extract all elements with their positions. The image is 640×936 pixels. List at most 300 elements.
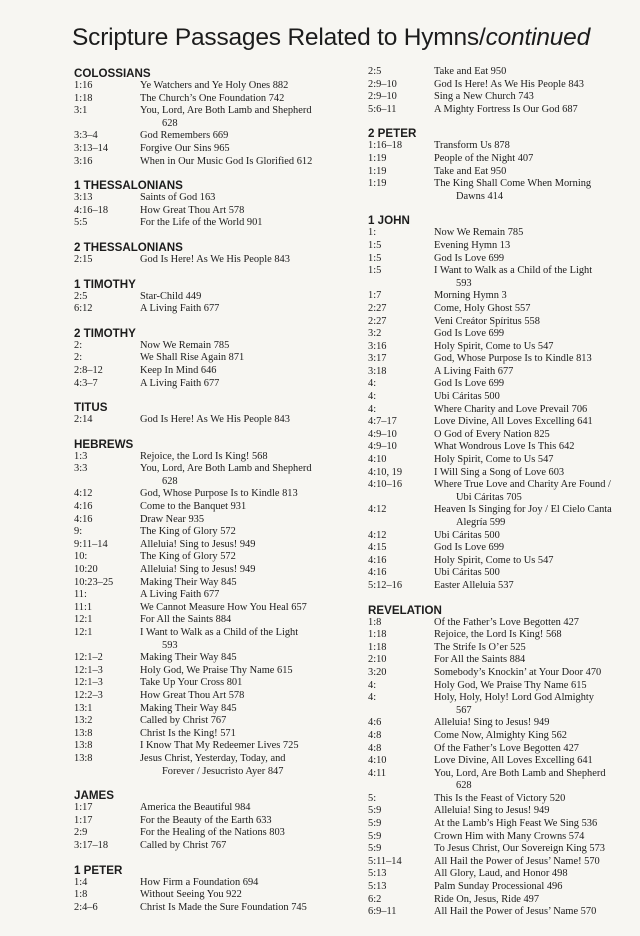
hymn-line: Now We Remain 785 bbox=[434, 227, 524, 239]
scripture-entry bbox=[368, 366, 634, 379]
hymn-title bbox=[434, 378, 634, 391]
hymn-title bbox=[140, 902, 362, 915]
scripture-entry bbox=[368, 743, 634, 756]
scripture-entry bbox=[368, 629, 634, 642]
hymn-title bbox=[434, 153, 634, 166]
hymn-line: Christ Is Made the Sure Foundation 745 bbox=[140, 901, 307, 913]
book-heading: TITUS bbox=[74, 401, 108, 415]
hymn-line: Holy Spirit, Come to Us 547 bbox=[434, 454, 554, 466]
scripture-entry bbox=[368, 717, 634, 730]
hymn-title bbox=[140, 889, 362, 902]
scripture-reference: 4:3–7 bbox=[74, 377, 98, 389]
scripture-entry bbox=[368, 906, 634, 919]
scripture-entry bbox=[368, 66, 634, 79]
hymn-line: Called by Christ 767 bbox=[140, 715, 227, 727]
hymn-title bbox=[434, 104, 634, 117]
scripture-reference: 4:16 bbox=[74, 513, 93, 525]
scripture-entry bbox=[368, 617, 634, 630]
scripture-reference: 4: bbox=[368, 391, 377, 403]
scripture-entry bbox=[74, 143, 362, 156]
hymn-line: Ubi Cáritas 500 bbox=[434, 391, 500, 403]
left-column bbox=[74, 66, 362, 924]
scripture-reference: 11:1 bbox=[74, 601, 93, 613]
hymn-line: Ubi Cáritas 500 bbox=[434, 567, 500, 579]
scripture-reference: 4:10 bbox=[368, 755, 387, 767]
hymn-line: Of the Father’s Love Begotten 427 bbox=[434, 742, 579, 754]
hymn-line: God Is Love 699 bbox=[434, 328, 505, 340]
scripture-reference: 2:4–6 bbox=[74, 901, 98, 913]
hymn-title bbox=[434, 580, 634, 593]
hymn-title bbox=[434, 391, 634, 404]
scripture-entry bbox=[74, 652, 362, 665]
hymn-line: Take and Eat 950 bbox=[434, 165, 507, 177]
scripture-reference: 3:17 bbox=[368, 353, 387, 365]
book-section bbox=[74, 326, 362, 390]
book-section bbox=[368, 126, 634, 203]
scripture-entry bbox=[368, 542, 634, 555]
scripture-reference: 5:9 bbox=[368, 830, 382, 842]
scripture-reference: 10:20 bbox=[74, 564, 98, 576]
scripture-reference: 4: bbox=[368, 679, 377, 691]
scripture-entry bbox=[74, 451, 362, 464]
hymn-title bbox=[140, 340, 362, 353]
scripture-reference: 1:17 bbox=[74, 814, 93, 826]
hymn-line: Ubi Cáritas 500 bbox=[434, 529, 500, 541]
hymn-line: Alleluia! Sing to Jesus! 949 bbox=[140, 564, 256, 576]
hymn-title bbox=[140, 291, 362, 304]
hymn-title bbox=[434, 906, 634, 919]
scripture-reference: 3:20 bbox=[368, 666, 387, 678]
hymn-title bbox=[434, 831, 634, 844]
hymn-title bbox=[434, 667, 634, 680]
hymn-continuation-line: 593 bbox=[162, 639, 178, 651]
hymn-line: The King Shall Come When Morning bbox=[434, 178, 592, 190]
hymn-line: Ye Watchers and Ye Holy Ones 882 bbox=[140, 80, 289, 91]
scripture-reference: 3:1 bbox=[74, 105, 88, 117]
hymn-line: The Church’s One Foundation 742 bbox=[140, 92, 285, 104]
scripture-reference: 2:5 bbox=[74, 290, 88, 302]
scripture-entry bbox=[368, 881, 634, 894]
scripture-entry bbox=[368, 441, 634, 454]
hymn-title bbox=[434, 429, 634, 442]
hymn-title bbox=[434, 868, 634, 881]
book-section bbox=[74, 437, 362, 778]
scripture-entry bbox=[368, 504, 634, 529]
scripture-entry bbox=[368, 328, 634, 341]
hymn-title bbox=[434, 140, 634, 153]
book-heading: 1 TIMOTHY bbox=[74, 277, 136, 291]
hymn-line: Now We Remain 785 bbox=[140, 339, 230, 351]
hymn-line: The King of Glory 572 bbox=[140, 526, 236, 538]
scripture-reference: 2:15 bbox=[74, 253, 93, 265]
hymn-title bbox=[434, 542, 634, 555]
scripture-entry bbox=[368, 805, 634, 818]
hymn-line: Veni Creátor Spíritus 558 bbox=[434, 315, 540, 327]
book-section bbox=[74, 240, 362, 267]
hymn-line: Saints of God 163 bbox=[140, 192, 216, 204]
book-heading: 2 TIMOTHY bbox=[74, 326, 136, 340]
hymn-line: A Living Faith 677 bbox=[434, 365, 514, 377]
hymn-line: God Is Here! As We His People 843 bbox=[434, 78, 584, 90]
scripture-reference: 3:18 bbox=[368, 365, 387, 377]
scripture-reference: 4:16 bbox=[368, 554, 387, 566]
hymn-title bbox=[434, 178, 634, 203]
hymn-title bbox=[434, 856, 634, 869]
hymn-title bbox=[140, 703, 362, 716]
scripture-entry bbox=[74, 577, 362, 590]
hymn-title bbox=[140, 156, 362, 169]
hymn-line: God Remembers 669 bbox=[140, 130, 229, 142]
page-title bbox=[72, 24, 590, 52]
hymn-line: Of the Father’s Love Begotten 427 bbox=[434, 616, 579, 628]
book-section bbox=[74, 178, 362, 230]
hymn-title bbox=[434, 793, 634, 806]
hymn-line: For the Life of the World 901 bbox=[140, 217, 263, 229]
scripture-reference: 5:11–14 bbox=[368, 855, 402, 867]
hymn-line: Making Their Way 845 bbox=[140, 652, 237, 664]
scripture-reference: 2:8–12 bbox=[74, 364, 103, 376]
hymn-title bbox=[434, 479, 634, 504]
hymn-line: Holy Spirit, Come to Us 547 bbox=[434, 554, 554, 566]
scripture-entry bbox=[368, 843, 634, 856]
hymn-title bbox=[434, 227, 634, 240]
hymn-line: At the Lamb’s High Feast We Sing 536 bbox=[434, 818, 598, 830]
book-heading: JAMES bbox=[74, 789, 114, 803]
scripture-entry bbox=[74, 365, 362, 378]
hymn-title bbox=[434, 504, 634, 529]
scripture-reference: 2:9–10 bbox=[368, 78, 397, 90]
scripture-entry bbox=[368, 290, 634, 303]
scripture-entry bbox=[74, 564, 362, 577]
scripture-reference: 4:10–16 bbox=[368, 479, 403, 491]
hymn-title bbox=[140, 614, 362, 627]
scripture-reference: 2:14 bbox=[74, 414, 93, 426]
hymn-title bbox=[140, 463, 362, 488]
scripture-reference: 11: bbox=[74, 589, 87, 601]
scripture-entry bbox=[74, 753, 362, 778]
scripture-reference: 1:16–18 bbox=[368, 140, 403, 152]
hymn-title bbox=[140, 840, 362, 853]
hymn-line: Star-Child 449 bbox=[140, 290, 202, 302]
hymn-continuation-line: 628 bbox=[456, 780, 472, 792]
hymn-line: God Is Love 699 bbox=[434, 542, 505, 554]
hymn-line: All Glory, Laud, and Honor 498 bbox=[434, 868, 568, 880]
hymn-line: This Is the Feast of Victory 520 bbox=[434, 792, 566, 804]
scripture-reference: 5:13 bbox=[368, 868, 387, 880]
scripture-entry bbox=[74, 840, 362, 853]
scripture-entry bbox=[74, 130, 362, 143]
scripture-reference: 4:15 bbox=[368, 542, 387, 554]
hymn-line: How Great Thou Art 578 bbox=[140, 689, 245, 701]
scripture-entry bbox=[368, 868, 634, 881]
scripture-entry bbox=[74, 378, 362, 391]
hymn-title bbox=[140, 352, 362, 365]
hymn-title bbox=[140, 589, 362, 602]
hymn-line: Jesus Christ, Yesterday, Today, and bbox=[140, 752, 286, 764]
scripture-reference: 1:18 bbox=[74, 92, 93, 104]
hymn-title bbox=[434, 265, 634, 290]
hymn-title bbox=[140, 501, 362, 514]
scripture-reference: 3:17–18 bbox=[74, 839, 109, 851]
scripture-entry bbox=[74, 291, 362, 304]
hymn-line: Transform Us 878 bbox=[434, 140, 510, 152]
scripture-reference: 4:12 bbox=[74, 488, 93, 500]
hymn-title bbox=[140, 451, 362, 464]
scripture-entry bbox=[74, 414, 362, 427]
hymn-title bbox=[140, 130, 362, 143]
hymn-continuation-line: Alegría 599 bbox=[456, 517, 506, 528]
book-section bbox=[74, 277, 362, 316]
hymn-line: Come to the Banquet 931 bbox=[140, 501, 247, 513]
scripture-entry bbox=[368, 856, 634, 869]
hymn-line: God, Whose Purpose Is to Kindle 813 bbox=[434, 353, 592, 365]
hymn-line: Ride On, Jesus, Ride 497 bbox=[434, 893, 540, 905]
hymn-line: Somebody’s Knockin’ at Your Door 470 bbox=[434, 666, 602, 678]
scripture-reference: 12:1–2 bbox=[74, 652, 103, 664]
scripture-entry bbox=[74, 715, 362, 728]
hymn-title bbox=[434, 881, 634, 894]
scripture-entry bbox=[74, 602, 362, 615]
scripture-reference: 13:8 bbox=[74, 740, 93, 752]
hymn-title bbox=[434, 642, 634, 655]
hymn-line: Making Their Way 845 bbox=[140, 576, 237, 588]
hymn-line: Take and Eat 950 bbox=[434, 66, 507, 77]
scripture-entry bbox=[74, 501, 362, 514]
hymn-title bbox=[434, 441, 634, 454]
hymn-line: Without Seeing You 922 bbox=[140, 889, 242, 901]
hymn-line: Called by Christ 767 bbox=[140, 839, 227, 851]
scripture-reference: 4: bbox=[368, 403, 377, 415]
scripture-reference: 1:17 bbox=[74, 802, 93, 814]
scripture-entry bbox=[74, 589, 362, 602]
hymn-title bbox=[434, 717, 634, 730]
hymn-line: Come, Holy Ghost 557 bbox=[434, 302, 531, 314]
scripture-reference: 2:27 bbox=[368, 315, 387, 327]
scripture-reference: 9:11–14 bbox=[74, 538, 108, 550]
scripture-reference: 4:16 bbox=[74, 501, 93, 513]
hymn-title bbox=[140, 627, 362, 652]
hymn-title bbox=[434, 843, 634, 856]
scripture-reference: 5:12–16 bbox=[368, 579, 403, 591]
hymn-line: Where Charity and Love Prevail 706 bbox=[434, 403, 588, 415]
scripture-entry bbox=[368, 818, 634, 831]
scripture-reference: 4:9–10 bbox=[368, 441, 397, 453]
scripture-reference: 3:3–4 bbox=[74, 130, 98, 142]
scripture-reference: 2:9–10 bbox=[368, 91, 397, 103]
scripture-entry bbox=[368, 555, 634, 568]
book-heading: 1 PETER bbox=[74, 863, 123, 877]
hymn-title bbox=[140, 677, 362, 690]
hymn-line: Holy Spirit, Come to Us 547 bbox=[434, 340, 554, 352]
scripture-entry bbox=[74, 80, 362, 93]
scripture-reference: 2: bbox=[74, 339, 83, 351]
scripture-entry bbox=[368, 793, 634, 806]
scripture-reference: 13:1 bbox=[74, 702, 93, 714]
hymn-line: Morning Hymn 3 bbox=[434, 290, 507, 302]
scripture-reference: 3:3 bbox=[74, 463, 88, 475]
hymn-line: Love Divine, All Loves Excelling 641 bbox=[434, 755, 593, 767]
scripture-reference: 1: bbox=[368, 227, 377, 239]
scripture-reference: 1:19 bbox=[368, 152, 387, 164]
scripture-reference: 1:18 bbox=[368, 629, 387, 641]
scripture-entry bbox=[368, 768, 634, 793]
scripture-entry bbox=[74, 463, 362, 488]
scripture-entry bbox=[74, 217, 362, 230]
hymn-title bbox=[140, 303, 362, 316]
hymn-title bbox=[434, 316, 634, 329]
hymn-title bbox=[434, 730, 634, 743]
hymn-line: How Great Thou Art 578 bbox=[140, 204, 245, 216]
scripture-reference: 2: bbox=[74, 352, 83, 364]
hymn-line: All Hail the Power of Jesus’ Name 570 bbox=[434, 906, 597, 918]
hymn-line: I Know That My Redeemer Lives 725 bbox=[140, 740, 299, 752]
scripture-reference: 1:16 bbox=[74, 80, 93, 91]
scripture-reference: 2:10 bbox=[368, 654, 387, 666]
hymn-title bbox=[140, 80, 362, 93]
scripture-reference: 13:8 bbox=[74, 752, 93, 764]
scripture-reference: 1:4 bbox=[74, 876, 88, 888]
scripture-reference: 13:8 bbox=[74, 727, 93, 739]
hymn-continuation-line: Dawns 414 bbox=[456, 190, 504, 202]
scripture-entry bbox=[74, 703, 362, 716]
hymn-line: God Is Here! As We His People 843 bbox=[140, 414, 290, 426]
scripture-reference: 4:9–10 bbox=[368, 428, 397, 440]
hymn-line: I Will Sing a Song of Love 603 bbox=[434, 466, 565, 478]
scripture-entry bbox=[74, 105, 362, 130]
scripture-entry bbox=[74, 340, 362, 353]
scripture-reference: 4:11 bbox=[368, 767, 387, 779]
scripture-reference: 12:1 bbox=[74, 614, 93, 626]
scripture-reference: 6:12 bbox=[74, 303, 93, 315]
hymn-line: Come Now, Almighty King 562 bbox=[434, 729, 567, 741]
page-title-continued: continued bbox=[485, 24, 591, 51]
hymn-line: What Wondrous Love Is This 642 bbox=[434, 441, 575, 453]
scripture-reference: 6:2 bbox=[368, 893, 382, 905]
hymn-line: God, Whose Purpose Is to Kindle 813 bbox=[140, 488, 298, 500]
hymn-title bbox=[434, 66, 634, 79]
page-title-main: Scripture Passages Related to Hymns/ bbox=[72, 24, 486, 51]
scripture-entry bbox=[74, 514, 362, 527]
hymn-title bbox=[434, 341, 634, 354]
hymn-line: Keep In Mind 646 bbox=[140, 364, 217, 376]
hymn-continuation-line: 593 bbox=[456, 277, 472, 289]
hymn-line: Heaven Is Singing for Joy / El Cielo Canta bbox=[434, 504, 612, 516]
scripture-reference: 5:9 bbox=[368, 818, 382, 830]
hymn-title bbox=[434, 768, 634, 793]
scripture-reference: 3:2 bbox=[368, 328, 382, 340]
scripture-entry bbox=[368, 692, 634, 717]
hymn-title bbox=[434, 253, 634, 266]
hymn-title bbox=[140, 715, 362, 728]
hymn-continuation-line: Ubi Cáritas 705 bbox=[456, 491, 522, 503]
hymn-line: People of the Night 407 bbox=[434, 152, 534, 164]
scripture-entry bbox=[368, 730, 634, 743]
hymn-line: Palm Sunday Processional 496 bbox=[434, 881, 563, 893]
scripture-entry bbox=[368, 353, 634, 366]
hymn-line: Where True Love and Charity Are Found / bbox=[434, 479, 611, 491]
hymn-title bbox=[434, 805, 634, 818]
scripture-reference: 5:9 bbox=[368, 843, 382, 855]
scripture-entry bbox=[74, 802, 362, 815]
scripture-entry bbox=[368, 316, 634, 329]
hymn-line: I Want to Walk as a Child of the Light bbox=[140, 627, 299, 638]
scripture-reference: 3:13 bbox=[74, 192, 93, 204]
hymn-title bbox=[140, 802, 362, 815]
hymn-title bbox=[140, 539, 362, 552]
book-heading: 1 THESSALONIANS bbox=[74, 179, 183, 193]
hymn-title bbox=[140, 143, 362, 156]
scripture-entry bbox=[368, 240, 634, 253]
scripture-reference: 2:9 bbox=[74, 827, 88, 839]
scripture-reference: 2:27 bbox=[368, 302, 387, 314]
book-heading: REVELATION bbox=[368, 603, 442, 617]
hymn-line: A Living Faith 677 bbox=[140, 589, 220, 601]
scripture-entry bbox=[368, 104, 634, 117]
scripture-reference: 4: bbox=[368, 378, 377, 390]
book-heading: 2 PETER bbox=[368, 127, 417, 141]
scripture-entry bbox=[74, 93, 362, 106]
scripture-reference: 1:19 bbox=[368, 165, 387, 177]
hymn-continuation-line: 567 bbox=[456, 704, 472, 716]
scripture-entry bbox=[74, 627, 362, 652]
hymn-title bbox=[434, 680, 634, 693]
scripture-reference: 3:13–14 bbox=[74, 142, 109, 154]
hymn-line: For All the Saints 884 bbox=[434, 654, 526, 666]
scripture-reference: 5:9 bbox=[368, 805, 382, 817]
hymn-title bbox=[434, 290, 634, 303]
hymn-line: Holy God, We Praise Thy Name 615 bbox=[434, 679, 587, 691]
scripture-entry bbox=[368, 341, 634, 354]
scripture-entry bbox=[368, 391, 634, 404]
scripture-entry bbox=[368, 667, 634, 680]
scripture-reference: 6:9–11 bbox=[368, 906, 397, 918]
scripture-entry bbox=[368, 755, 634, 768]
book-section bbox=[74, 400, 362, 427]
book-heading: 1 JOHN bbox=[368, 214, 410, 228]
hymn-line: Rejoice, the Lord Is King! 568 bbox=[434, 629, 562, 641]
hymn-title bbox=[140, 217, 362, 230]
scripture-reference: 5:13 bbox=[368, 881, 387, 893]
hymn-title bbox=[140, 665, 362, 678]
scripture-entry bbox=[368, 894, 634, 907]
scripture-reference: 5: bbox=[368, 792, 377, 804]
scripture-entry bbox=[74, 614, 362, 627]
scripture-entry bbox=[74, 488, 362, 501]
scripture-entry bbox=[74, 192, 362, 205]
hymn-line: Making Their Way 845 bbox=[140, 702, 237, 714]
scripture-reference: 4:8 bbox=[368, 729, 382, 741]
scripture-entry bbox=[368, 303, 634, 316]
hymn-line: We Shall Rise Again 871 bbox=[140, 352, 245, 364]
scripture-entry bbox=[368, 429, 634, 442]
scripture-reference: 12:2–3 bbox=[74, 689, 103, 701]
scripture-entry bbox=[74, 815, 362, 828]
scripture-reference: 1:5 bbox=[368, 265, 382, 277]
hymn-title bbox=[434, 530, 634, 543]
hymn-line: A Living Faith 677 bbox=[140, 303, 220, 315]
scripture-entry bbox=[368, 530, 634, 543]
hymn-line: God Is Love 699 bbox=[434, 252, 505, 264]
scripture-reference: 4:7–17 bbox=[368, 416, 397, 428]
scripture-reference: 1:5 bbox=[368, 239, 382, 251]
hymn-title bbox=[434, 240, 634, 253]
scripture-entry bbox=[74, 254, 362, 267]
hymn-title bbox=[434, 555, 634, 568]
hymn-line: You, Lord, Are Both Lamb and Shepherd bbox=[140, 463, 312, 475]
scripture-reference: 3:16 bbox=[368, 340, 387, 352]
scripture-reference: 3:16 bbox=[74, 155, 93, 167]
scripture-reference: 1:5 bbox=[368, 252, 382, 264]
